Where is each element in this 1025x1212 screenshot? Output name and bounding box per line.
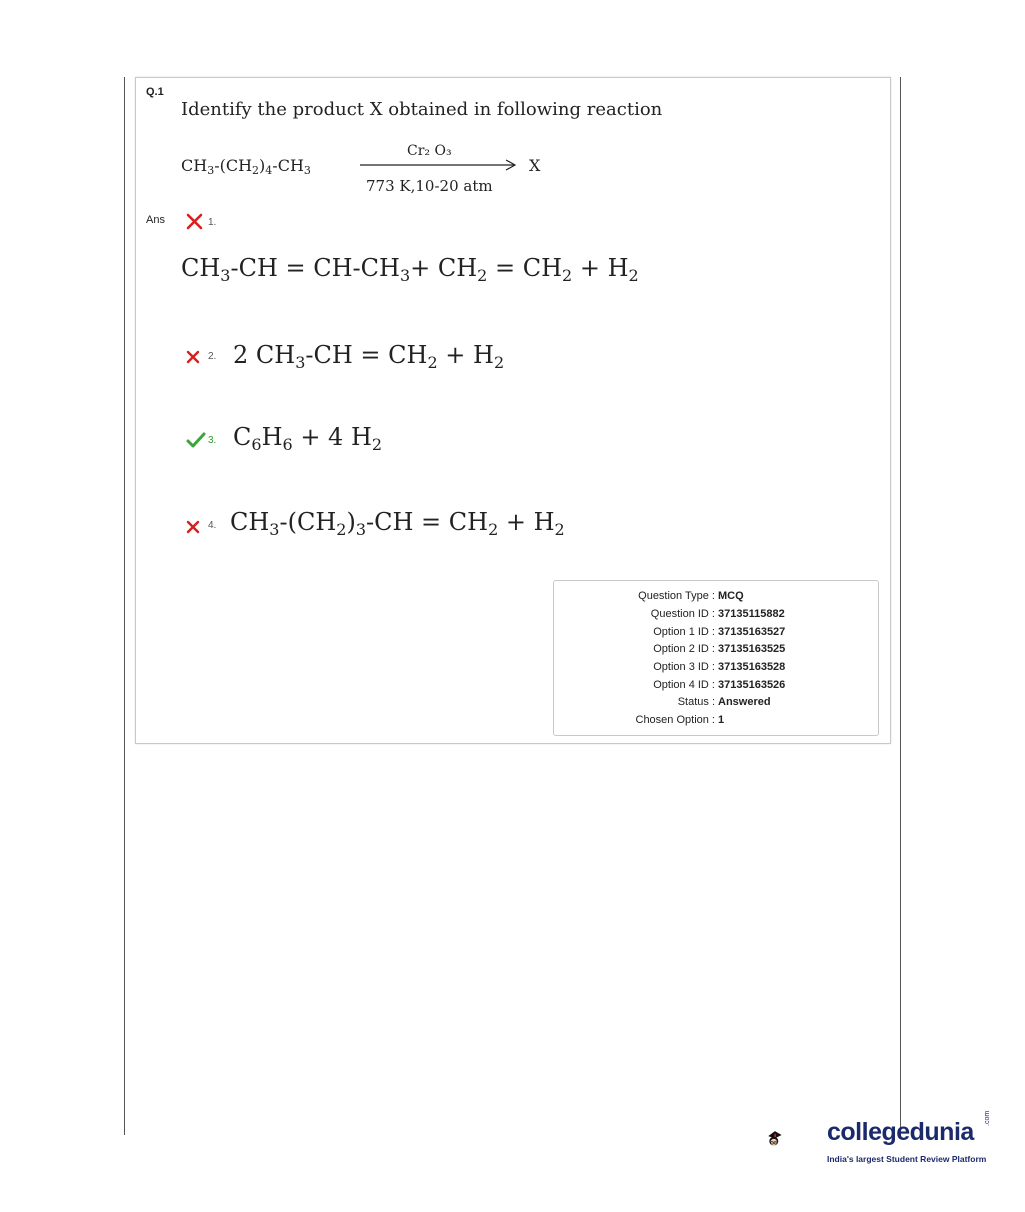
wrong-cross-icon — [186, 350, 200, 364]
info-question-type-value: MCQ — [718, 590, 744, 602]
wrong-cross-icon — [186, 520, 200, 534]
info-option3-id-value: 37135163528 — [718, 661, 786, 673]
info-chosen-option-value: 1 — [718, 714, 725, 726]
left-margin-line — [124, 77, 125, 1135]
info-option3-id: Option 3 ID : — [653, 661, 715, 673]
answer-label: Ans — [146, 214, 165, 226]
question-text: Identify the product X obtained in following reaction — [181, 99, 663, 120]
option-2-number: 2. — [208, 351, 217, 362]
question-info-box — [553, 580, 879, 736]
reaction-conditions: 773 K,10-20 atm — [366, 177, 493, 195]
info-status-value: Answered — [718, 696, 771, 708]
info-question-id: Question ID : — [650, 608, 715, 620]
option-2-formula: 2 $CH_3-CH = CH_2 + H_2$ — [233, 341, 505, 372]
reaction-reactant: $CH_3-(CH_2)_4-CH_3$ — [181, 156, 311, 177]
question-number: Q.1 — [146, 86, 164, 98]
reaction-catalyst: Cr₂ O₃ — [407, 143, 452, 159]
logo-suffix: .com — [984, 1110, 991, 1126]
option-4-formula: $CH_3-(CH_2)_3-CH = CH_2 + H_2$ — [230, 508, 565, 539]
info-chosen-option: Chosen Option : — [635, 714, 715, 726]
reaction-product: X — [529, 156, 541, 175]
collegedunia-mascot-icon — [766, 1104, 830, 1176]
info-option4-id-value: 37135163526 — [718, 679, 786, 691]
option-1-number: 1. — [208, 217, 217, 228]
wrong-cross-icon — [186, 213, 203, 230]
reaction-arrow-icon — [360, 158, 520, 172]
info-question-id-value: 37135115882 — [718, 608, 785, 620]
option-3-formula: $C_6H_6 + 4$ $H_2$ — [233, 423, 383, 454]
info-option1-id-value: 37135163527 — [718, 626, 786, 638]
info-option2-id-value: 37135163525 — [718, 643, 786, 655]
info-option2-id: Option 2 ID : — [653, 643, 715, 655]
option-4-number: 4. — [208, 520, 217, 531]
info-status: Status : — [677, 696, 715, 708]
logo-wordmark: collegedunia — [827, 1118, 974, 1146]
option-3-number: 3. — [208, 435, 217, 446]
right-margin-line — [900, 77, 901, 1135]
correct-check-icon — [186, 432, 206, 448]
info-option1-id: Option 1 ID : — [653, 626, 715, 638]
option-1-formula: $CH_3-CH = CH-CH_3+ CH_2 = CH_2 + H_2$ — [181, 254, 639, 285]
info-question-type: Question Type : — [638, 590, 715, 602]
logo-tagline: India's largest Student Review Platform — [827, 1154, 987, 1164]
info-option4-id: Option 4 ID : — [653, 679, 715, 691]
